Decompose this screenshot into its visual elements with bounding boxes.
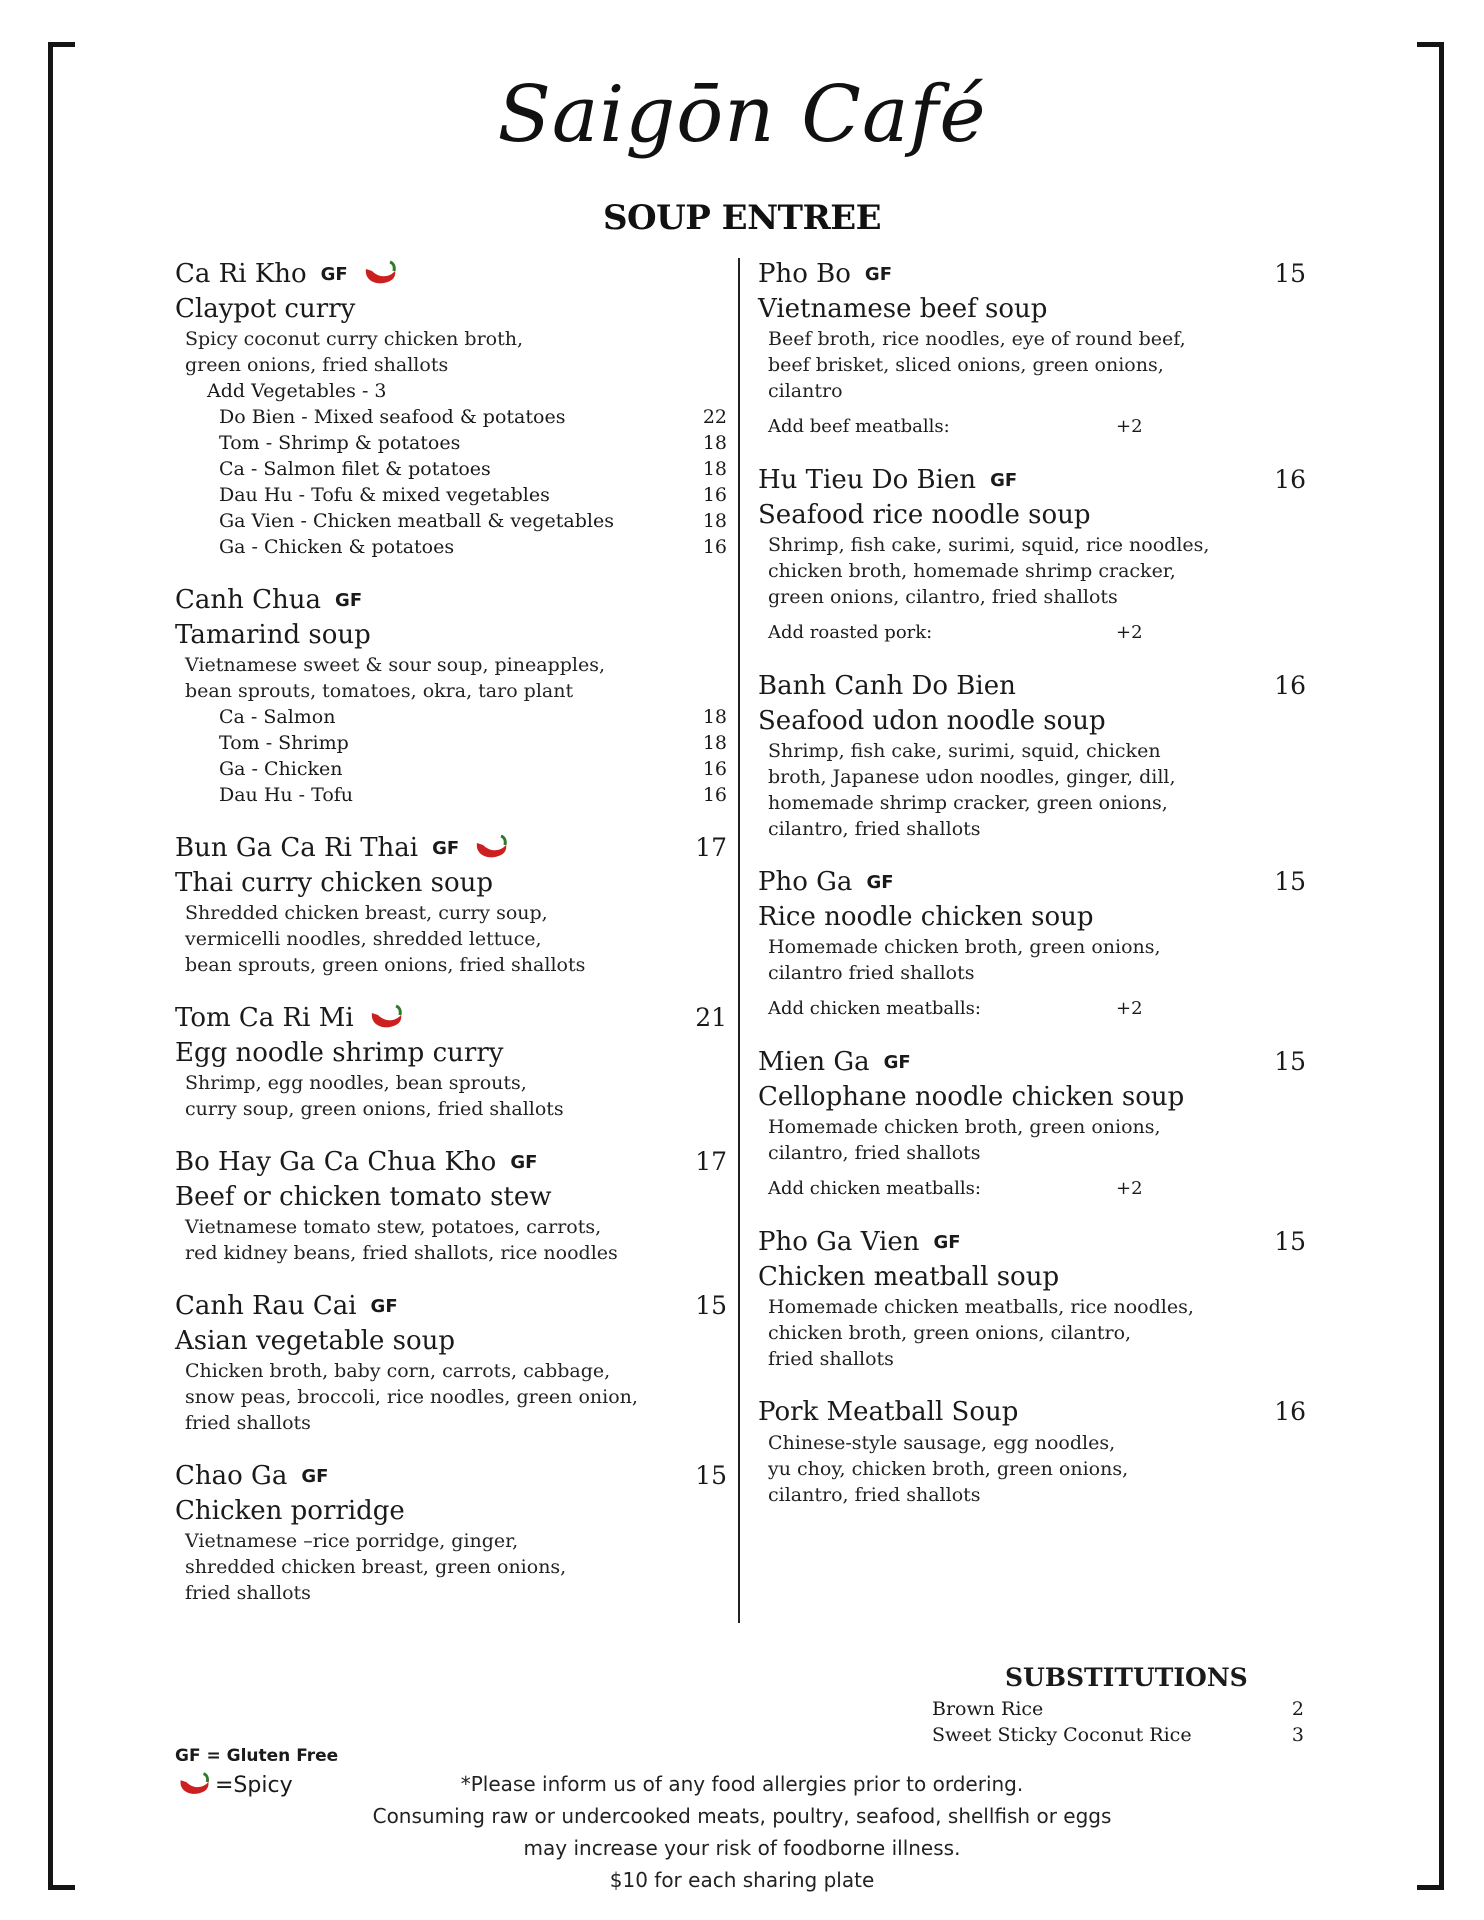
- menu-item-subtitle: Asian vegetable soup: [175, 1326, 455, 1356]
- menu-item-name: Canh Rau Cai: [175, 1291, 357, 1321]
- menu-option-row: [175, 534, 727, 560]
- menu-option-row: [175, 704, 727, 730]
- menu-option-price: 18: [702, 510, 727, 532]
- menu-item-description: green onions, fried shallots: [185, 354, 449, 376]
- menu-item-subtitle: Seafood rice noodle soup: [758, 500, 1091, 530]
- menu-item-description: Spicy coconut curry chicken broth,: [185, 328, 524, 350]
- gluten-free-badge: GF: [510, 1151, 538, 1173]
- section-title: SOUP ENTREE: [602, 198, 882, 238]
- menu-item-price: 16: [1274, 671, 1306, 700]
- menu-option-label: Dau Hu - Tofu: [219, 784, 354, 806]
- addon-label: Add beef meatballs:: [768, 416, 950, 437]
- substitution-price: 3: [1291, 1724, 1304, 1746]
- menu-item: [175, 256, 727, 560]
- menu-option-label: Tom - Shrimp & potatoes: [219, 432, 461, 454]
- menu-option-price: 18: [702, 732, 727, 754]
- menu-item-subtitle: Rice noodle chicken soup: [758, 902, 1094, 932]
- gluten-free-badge: GF: [301, 1465, 329, 1487]
- menu-item-name: Chao Ga: [175, 1461, 288, 1491]
- menu-option-label: Ga - Chicken & potatoes: [219, 536, 455, 558]
- menu-item: [175, 582, 727, 808]
- addon-label: Add chicken meatballs:: [768, 998, 981, 1019]
- menu-item-description: yu choy, chicken broth, green onions,: [768, 1458, 1129, 1480]
- allergy-footer: [0, 1768, 1484, 1896]
- menu-item-name: Pho Bo: [758, 259, 851, 289]
- menu-item-subtitle: Chicken meatball soup: [758, 1262, 1060, 1292]
- menu-item-name: Bun Ga Ca Ri Thai: [175, 833, 419, 863]
- menu-item-subtitle: Cellophane noodle chicken soup: [758, 1082, 1185, 1112]
- menu-item-description: Shrimp, egg noodles, bean sprouts,: [185, 1072, 527, 1094]
- substitution-row: [932, 1696, 1304, 1722]
- menu-item-price: 17: [695, 1147, 727, 1176]
- menu-item-price: 15: [1274, 259, 1306, 288]
- menu-item-description: cilantro, fried shallots: [768, 1142, 981, 1164]
- menu-item-description: snow peas, broccoli, rice noodles, green onion,: [185, 1386, 638, 1408]
- footer-line: Consuming raw or undercooked meats, poultry, seafood, shellfish or eggs: [372, 1804, 1112, 1828]
- menu-item-price: 16: [1274, 465, 1306, 494]
- addon-price: +2: [1116, 416, 1143, 437]
- menu-item-header: [758, 668, 1306, 704]
- menu-item-subtitle: Thai curry chicken soup: [175, 868, 494, 898]
- left-menu-column: [175, 256, 727, 1628]
- menu-option-label: Tom - Shrimp: [219, 732, 349, 754]
- menu-option-price: 16: [702, 758, 727, 780]
- menu-option-row: [175, 456, 727, 482]
- menu-item-description: curry soup, green onions, fried shallots: [185, 1098, 564, 1120]
- menu-item-description: cilantro fried shallots: [768, 962, 975, 984]
- menu-item-description: fried shallots: [185, 1582, 311, 1604]
- menu-item-description: Shrimp, fish cake, surimi, squid, chicken: [768, 740, 1161, 762]
- addon-price: +2: [1116, 998, 1143, 1019]
- menu-item-subtitle: Claypot curry: [175, 294, 356, 324]
- menu-item-description: cilantro: [768, 380, 843, 402]
- menu-item: [175, 830, 727, 978]
- addon-label: Add roasted pork:: [768, 622, 933, 643]
- menu-item-header: [175, 256, 727, 292]
- gluten-free-badge: GF: [370, 1295, 398, 1317]
- menu-item-subtitle: Tamarind soup: [175, 620, 371, 650]
- right-menu-column: [758, 256, 1306, 1530]
- menu-item-description: Chinese-style sausage, egg noodles,: [768, 1432, 1116, 1454]
- menu-item-price: 15: [695, 1291, 727, 1320]
- menu-option-label: Do Bien - Mixed seafood & potatoes: [219, 406, 566, 428]
- menu-item-description: shredded chicken breast, green onions,: [185, 1556, 567, 1578]
- menu-item-name: Hu Tieu Do Bien: [758, 465, 977, 495]
- menu-item-description: cilantro, fried shallots: [768, 1484, 981, 1506]
- menu-item-subtitle: Seafood udon noodle soup: [758, 706, 1106, 736]
- menu-option-row: [175, 782, 727, 808]
- menu-item-description: red kidney beans, fried shallots, rice noodles: [185, 1242, 618, 1264]
- menu-option-row: [175, 730, 727, 756]
- chili-pepper-icon: [366, 1003, 406, 1033]
- menu-item-description: Vietnamese sweet & sour soup, pineapples,: [185, 654, 606, 676]
- menu-item-price: 17: [695, 833, 727, 862]
- restaurant-logo: Saigōn Café: [497, 70, 987, 160]
- menu-option-price: 16: [702, 484, 727, 506]
- menu-item-price: 15: [1274, 1047, 1306, 1076]
- menu-option-price: 22: [702, 406, 727, 428]
- menu-item-description: vermicelli noodles, shredded lettuce,: [185, 928, 542, 950]
- menu-item-description: chicken broth, green onions, cilantro,: [768, 1322, 1132, 1344]
- menu-item-name: Banh Canh Do Bien: [758, 671, 1016, 701]
- substitution-label: Sweet Sticky Coconut Rice: [932, 1724, 1192, 1746]
- menu-item-description: bean sprouts, green onions, fried shallots: [185, 954, 586, 976]
- footer-line: $10 for each sharing plate: [609, 1868, 875, 1892]
- menu-item-description: beef brisket, sliced onions, green onions,: [768, 354, 1164, 376]
- left-bracket-border: [48, 42, 75, 1890]
- menu-item-description: Shrimp, fish cake, surimi, squid, rice noodles,: [768, 534, 1210, 556]
- menu-addon-row: [758, 620, 1306, 646]
- menu-item-name: Tom Ca Ri Mi: [175, 1003, 354, 1033]
- menu-item: [758, 1394, 1306, 1508]
- menu-item-name: Canh Chua: [175, 585, 322, 615]
- menu-option-label: Ga - Chicken: [219, 758, 343, 780]
- menu-item-price: 15: [1274, 1227, 1306, 1256]
- menu-item: [758, 462, 1306, 646]
- menu-item-price: 16: [1274, 1397, 1306, 1426]
- gluten-free-badge: GF: [866, 871, 894, 893]
- menu-item-header: [175, 1458, 727, 1494]
- footer-line: may increase your risk of foodborne illness.: [523, 1836, 961, 1860]
- menu-item-description: Beef broth, rice noodles, eye of round beef,: [768, 328, 1186, 350]
- menu-item-description: chicken broth, homemade shrimp cracker,: [768, 560, 1176, 582]
- menu-item-description: Homemade chicken broth, green onions,: [768, 1116, 1161, 1138]
- addon-label: Add chicken meatballs:: [768, 1178, 981, 1199]
- menu-option-price: 18: [702, 706, 727, 728]
- menu-item-subtitle: Vietnamese beef soup: [758, 294, 1048, 324]
- menu-item-description: Vietnamese –rice porridge, ginger,: [185, 1530, 519, 1552]
- menu-item: [175, 1288, 727, 1436]
- menu-addon-row: [758, 996, 1306, 1022]
- menu-item: [758, 1224, 1306, 1372]
- menu-item: [175, 1144, 727, 1266]
- menu-item-price: 21: [695, 1003, 727, 1032]
- gluten-free-badge: GF: [864, 263, 892, 285]
- menu-option-label: Ga Vien - Chicken meatball & vegetables: [219, 510, 614, 532]
- menu-item-description: bean sprouts, tomatoes, okra, taro plant: [185, 680, 574, 702]
- menu-option-label: Ca - Salmon: [219, 706, 336, 728]
- menu-addon-row: [758, 1176, 1306, 1202]
- chili-pepper-icon: [471, 833, 511, 863]
- menu-item-name: Pho Ga: [758, 867, 853, 897]
- menu-item: [175, 1000, 727, 1122]
- substitution-row: [932, 1722, 1304, 1748]
- addon-price: +2: [1116, 622, 1143, 643]
- menu-item-description: Vietnamese tomato stew, potatoes, carrots,: [185, 1216, 602, 1238]
- chili-pepper-icon: [360, 259, 400, 289]
- substitution-price: 2: [1291, 1698, 1304, 1720]
- menu-option-row: [175, 404, 727, 430]
- menu-item-description: homemade shrimp cracker, green onions,: [768, 792, 1168, 814]
- menu-item-name: Ca Ri Kho: [175, 259, 307, 289]
- menu-item-description: fried shallots: [185, 1412, 311, 1434]
- gluten-free-badge: GF: [990, 469, 1018, 491]
- menu-item-description: Chicken broth, baby corn, carrots, cabbage,: [185, 1360, 611, 1382]
- menu-option-price: 18: [702, 432, 727, 454]
- menu-item-name: Bo Hay Ga Ca Chua Kho: [175, 1147, 497, 1177]
- menu-item: [758, 864, 1306, 1022]
- legend-gluten-free: GF = Gluten Free: [175, 1746, 339, 1766]
- menu-item-subtitle: Chicken porridge: [175, 1496, 405, 1526]
- menu-option-price: 16: [702, 536, 727, 558]
- menu-item-subtitle: Egg noodle shrimp curry: [175, 1038, 504, 1068]
- menu-item-header: [175, 1288, 727, 1324]
- menu-addon-row: [758, 414, 1306, 440]
- addon-price: +2: [1116, 1178, 1143, 1199]
- legend-spicy-label: =Spicy: [215, 1772, 293, 1798]
- menu-item-description: green onions, cilantro, fried shallots: [768, 586, 1118, 608]
- menu-option-price: 16: [702, 784, 727, 806]
- menu-option-label: Dau Hu - Tofu & mixed vegetables: [219, 484, 550, 506]
- substitution-label: Brown Rice: [932, 1698, 1044, 1720]
- menu-item-description: Homemade chicken meatballs, rice noodles,: [768, 1296, 1194, 1318]
- menu-option-price: 18: [702, 458, 727, 480]
- gluten-free-badge: GF: [335, 589, 363, 611]
- menu-option-row: [175, 430, 727, 456]
- menu-item-header: [758, 1224, 1306, 1260]
- right-bracket-border: [1417, 42, 1444, 1890]
- menu-item-header: [758, 462, 1306, 498]
- menu-option-row: [175, 756, 727, 782]
- menu-item-header: [758, 256, 1306, 292]
- menu-item-description: Shredded chicken breast, curry soup,: [185, 902, 548, 924]
- footer-line: *Please inform us of any food allergies prior to ordering.: [460, 1772, 1024, 1796]
- menu-item-header: [175, 830, 727, 866]
- menu-item-header: [175, 582, 727, 618]
- menu-item-price: 15: [1274, 867, 1306, 896]
- menu-item: [758, 668, 1306, 842]
- menu-item-header: [175, 1000, 727, 1036]
- menu-option-label: Ca - Salmon filet & potatoes: [219, 458, 491, 480]
- substitutions-list: [932, 1696, 1304, 1748]
- menu-item: [758, 1044, 1306, 1202]
- menu-item-name: Mien Ga: [758, 1047, 870, 1077]
- gluten-free-badge: GF: [432, 837, 460, 859]
- menu-option-row: [175, 508, 727, 534]
- gluten-free-badge: GF: [883, 1051, 911, 1073]
- menu-item-subtitle: Beef or chicken tomato stew: [175, 1182, 552, 1212]
- menu-item-header: [758, 1044, 1306, 1080]
- column-divider: [738, 258, 740, 1623]
- menu-item-price: 15: [695, 1461, 727, 1490]
- menu-item-header: [758, 1394, 1306, 1430]
- menu-item-name: Pork Meatball Soup: [758, 1397, 1019, 1427]
- menu-item-description: cilantro, fried shallots: [768, 818, 981, 840]
- menu-item-description: fried shallots: [768, 1348, 894, 1370]
- gluten-free-badge: GF: [320, 263, 348, 285]
- gluten-free-badge: GF: [933, 1231, 961, 1253]
- menu-item-name: Pho Ga Vien: [758, 1227, 920, 1257]
- add-vegetables-note: Add Vegetables - 3: [207, 380, 387, 402]
- menu-item-header: [175, 1144, 727, 1180]
- menu-item-description: Homemade chicken broth, green onions,: [768, 936, 1161, 958]
- menu-item-description: broth, Japanese udon noodles, ginger, dill,: [768, 766, 1176, 788]
- menu-item-header: [758, 864, 1306, 900]
- menu-item: [175, 1458, 727, 1606]
- substitutions-title: SUBSTITUTIONS: [1005, 1663, 1248, 1692]
- menu-item: [758, 256, 1306, 440]
- menu-option-row: [175, 482, 727, 508]
